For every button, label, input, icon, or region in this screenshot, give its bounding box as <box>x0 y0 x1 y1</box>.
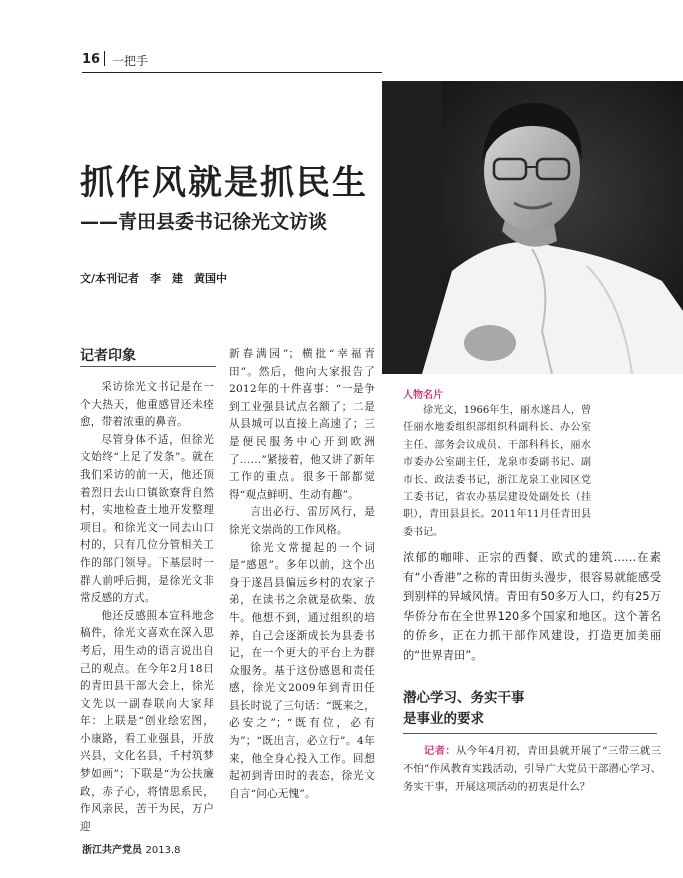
section2-heading-line2: 是事业的要求 <box>403 711 484 727</box>
article-title: 抓作风就是抓民生 <box>80 163 368 203</box>
portrait-illustration <box>382 81 683 374</box>
intro-text <box>403 548 661 666</box>
byline: 文/本刊记者 李 建 黄国中 <box>80 272 228 285</box>
profile-text <box>403 402 591 541</box>
footer <box>82 841 180 856</box>
header-divider <box>104 51 105 66</box>
section-name: 一把手 <box>112 54 149 68</box>
impression-heading: 记者印象 <box>80 348 136 364</box>
issue-number: 2013.8 <box>145 845 181 856</box>
paragraph <box>403 743 661 796</box>
magazine-name: 浙江共产党员 <box>82 845 142 856</box>
article-subtitle: ——青田县委书记徐光文访谈 <box>80 211 328 233</box>
paragraph: 言出必行、雷厉风行，是徐光文崇尚的工作风格。 <box>229 506 375 536</box>
paragraph: 他还反感照本宣科地念稿件，徐光文喜欢在深入思考后，用生动的语言说出自己的观点。在今年2月18日的青田县干部大会上，徐光文先以一副春联向大家拜年：上联是“创业绘宏图，小康路，看工业强县，开放兴县，文化名县，千村筑梦梦如画”；下联是“为公扶廉政，赤子心，将情思系民，作风亲民，苦干为民，万户迎 <box>80 609 214 833</box>
profile-heading: 人物名片 <box>403 390 443 401</box>
section2-heading <box>403 688 525 730</box>
paragraph: 采访徐光文书记是在一个大热天，他重感冒还未痊愈，带着浓重的鼻音。 <box>80 381 214 429</box>
section2-heading-line1: 潜心学习、务实干事 <box>403 690 525 706</box>
paragraph: 徐光文，1966年生，丽水遂昌人，曾任丽水地委组织部组织科副科长、办公室主任、部务会议成员、干部科科长，丽水市委办公室副主任，龙泉市委副书记、副市长、政法委书记，浙江龙泉工业园区党工委书记，省农办基层建设处副处长（挂职），青田县县长。2011年11月任青田县委书记。 <box>403 405 591 538</box>
section2-rule <box>403 733 657 734</box>
paragraph: 新春满园”；横批“幸福青田”。然后，他向大家报告了2012年的十件喜事：“一是争到工业强县试点名额了；二是从县城可以直接上高速了；三是便民服务中心开到欧洲了……”紧接着，他又讲了新年工作的重点。很多干部都觉得“观点鲜明、生动有趣”。 <box>229 348 375 501</box>
header-rule <box>82 72 382 73</box>
portrait-photo <box>382 81 683 374</box>
impression-column-2 <box>229 346 375 803</box>
impression-column-1 <box>80 379 214 836</box>
paragraph: 徐光文常提起的一个词是“感恩”。多年以前，这个出身于遂昌县偏远乡村的农家子弟，在读书之余就是砍柴、放牛。他想不到，通过组织的培养，自己会逐渐成长为县委书记，在一个更大的平台上为群众服务。基于这份感恩和责任感，徐光文2009年到青田任县长时说了三句话：“既来之，必安之”；“既有位，必有为”；“既出言，必立行”。4年来，他全身心投入工作。回想起初到青田时的表态，徐光文自言“问心无愧”。 <box>229 541 375 800</box>
question-text: 从今年4月初，青田县就开展了“三带三就三不怕”作风教育实践活动，引导广大党员干部潜心学习、务实干事，开展这项活动的初衷是什么？ <box>403 745 662 793</box>
impression-rule <box>80 366 216 367</box>
paragraph: 尽管身体不适，但徐光文始终“上足了发条”。就在我们采访的前一天，他还顶着烈日去山口镇欲寮背自然村，实地检查土地开发整理项目。和徐光文一同去山口村的，只有几位分管相关工作的部门领导。下基层时一群人前呼后拥，是徐光文非常反感的方式。 <box>80 433 214 605</box>
section2-text <box>403 743 661 796</box>
page-number: 16 <box>82 52 101 67</box>
reporter-label: 记者： <box>423 745 456 757</box>
paragraph: 浓郁的咖啡、正宗的西餐、欧式的建筑……在素有“小香港”之称的青田街头漫步，很容易就能感受到别样的异域风情。青田有50多万人口，约有25万华侨分布在全世界120多个国家和地区。这个著名的侨乡，正在力抓干部作风建设，打造更加美丽的“世界青田”。 <box>403 551 661 662</box>
